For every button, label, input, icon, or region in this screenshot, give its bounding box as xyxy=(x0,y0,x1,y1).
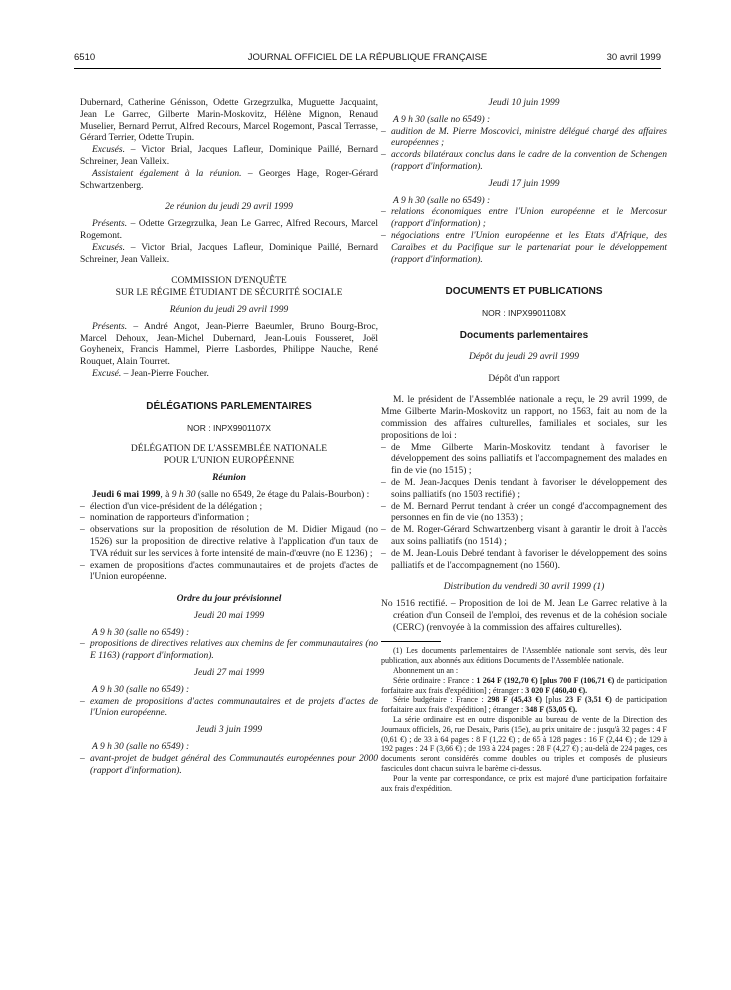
presents3-text: – André Angot, Jean-Pierre Baeumler, Bruno Bourg-Broc, Marcel Dehoux, Jean-Michel Dubernard, Jean-Louis Fousseret, Joël Goyheneix, Francis Hammel, Pierre Lasbordes, Philippe Nauche, René Rouquet, Alain Tourret. xyxy=(80,321,378,368)
session-item: – audition de M. Pierre Moscovici, ministre délégué chargé des affaires européennes ; xyxy=(381,127,667,151)
agenda-item: – élection d'un vice-président de la délégation ; xyxy=(80,502,378,514)
footnote-serie-vente: La série ordinaire est en outre disponible au bureau de vente de la Direction des Journaux officiels, 26, rue Desaix, Paris (15e), au prix unitaire de : jusqu'à 32 pages : 4 F (0,61 €) ; de 33 à 64 pages : 8 F (1,22 €) ; de 65 à 128 pages : 16 F (2,44 €) ; de 129 à 192 pages : 24 F (3,66 €) ; de 193 à 224 pages : 28 F (4,27 €) ; au-delà de 224 pages, ces documents seront considérés comme doubles ou triples et composés de plusieurs fascicules dont chacun suivra le barème ci-dessus. xyxy=(381,715,667,774)
excuse3-text: – Jean-Pierre Foucher. xyxy=(121,368,209,379)
assistaient-paragraph xyxy=(80,169,378,193)
journal-title: JOURNAL OFFICIEL DE LA RÉPUBLIQUE FRANÇAISE xyxy=(247,52,488,63)
reunion2-title: 2e réunion du jeudi 29 avril 1999 xyxy=(165,202,293,213)
session-items xyxy=(381,127,667,174)
reunion3-title: Réunion du jeudi 29 avril 1999 xyxy=(169,304,289,315)
agenda-item: – observations sur la proposition de résolution de M. Didier Migaud (no 1526) sur la proposition de directive relative à l'application d'un taux de TVA réduit sur les services à forte intensité de main-d'œuvre (no E 1236) ; xyxy=(80,525,378,560)
footnote-price: 3 020 F (460,40 €). xyxy=(525,685,588,695)
excuse3-paragraph xyxy=(80,369,378,381)
session-items xyxy=(381,207,667,266)
session-date: Jeudi 10 juin 1999 xyxy=(488,98,560,108)
agenda-list xyxy=(80,502,378,585)
footnote-price: 23 F (3,51 €) xyxy=(565,695,612,705)
footnote-price: 348 F (53,05 €). xyxy=(525,705,578,715)
session-time: A 9 h 30 (salle no 6549) : xyxy=(92,684,190,695)
footnote-text: de participation forfaitaire aux frais d'expédition] ; étranger : xyxy=(381,675,667,695)
agenda-item: – examen de propositions d'actes communautaires et de projets d'actes de l'Union européenne. xyxy=(80,561,378,585)
commission-title-line1: COMMISSION D'ENQUÊTE xyxy=(171,276,287,287)
footnote-serie-budgetaire xyxy=(381,695,667,715)
footnote-text: Série budgétaire : France : xyxy=(393,695,488,705)
footnote xyxy=(381,646,667,793)
session-item: – négociations entre l'Union européenne et les Etats d'Afrique, des Caraïbes et du Pacifique sur le partenariat pour le développement (rapport d'information). xyxy=(381,231,667,266)
header-date: 30 avril 1999 xyxy=(606,52,661,63)
footnote-correspondance: Pour la vente par correspondance, ce prix est majoré d'une participation forfaitaire aux frais d'expédition. xyxy=(381,773,667,793)
ordre-du-jour-title: Ordre du jour prévisionnel xyxy=(176,594,282,605)
meeting-location: (salle no 6549, 2e étage du Palais-Bourbon) : xyxy=(195,489,370,500)
session-date: Jeudi 27 mai 1999 xyxy=(193,668,265,679)
meeting-time: 9 h 30 xyxy=(171,489,196,500)
session-time: A 9 h 30 (salle no 6549) : xyxy=(92,742,190,753)
footnote-text: Série ordinaire : France : xyxy=(393,675,477,685)
footnote-price: 1 264 F (192,70 €) [plus 700 F (106,71 €) xyxy=(476,675,615,685)
presents2-paragraph xyxy=(80,219,378,243)
meeting-announcement: Jeudi 6 mai 1999, à 9 h 30 (salle no 6549, 2e étage du Palais-Bourbon) : xyxy=(92,489,370,500)
proposition-item: – de M. Roger-Gérard Schwartzenberg visant à garantir le droit à l'accès aux soins palliatifs (no 1514) ; xyxy=(381,525,667,549)
meeting-date: Jeudi 6 mai 1999 xyxy=(92,489,161,500)
excuses-paragraph xyxy=(80,145,378,169)
session-items xyxy=(80,754,378,778)
footnote-divider xyxy=(381,641,441,642)
session-time: A 9 h 30 (salle no 6549) : xyxy=(393,114,491,125)
footnote-abonnement: Abonnement un an : xyxy=(393,666,459,676)
session-item: – examen de propositions d'actes communautaires et de projets d'actes de l'Union européenne. xyxy=(80,697,378,721)
left-column xyxy=(80,98,378,777)
agenda-item: – nomination de rapporteurs d'information ; xyxy=(80,513,378,525)
excuses-text: – Victor Brial, Jacques Lafleur, Dominique Paillé, Bernard Schreiner, Jean Valleix. xyxy=(80,145,378,167)
excuse3-label: Excusé. xyxy=(92,368,122,379)
proposition-item: – de M. Jean-Jacques Denis tendant à favoriser le développement des soins palliatifs (no 1503 rectifié) ; xyxy=(381,478,667,502)
page-number: 6510 xyxy=(74,52,96,63)
session-time: A 9 h 30 (salle no 6549) : xyxy=(92,627,190,638)
rapport-text: M. le président de l'Assemblée nationale a reçu, le 29 avril 1999, de Mme Gilberte Marin-Moskovitz un rapport, no 1563, fait au nom de la commission des affaires culturelles, familiales et sociales, sur les propositions de loi : xyxy=(381,395,667,441)
depot-rapport: Dépôt d'un rapport xyxy=(488,373,560,384)
presents3-label: Présents. xyxy=(92,321,128,332)
delegations-title: DÉLÉGATIONS PARLEMENTAIRES xyxy=(146,400,312,412)
reunion-label: Réunion xyxy=(212,472,246,483)
propositions-list xyxy=(381,443,667,573)
attendance-list: Dubernard, Catherine Génisson, Odette Grzegrzulka, Muguette Jacquaint, Jean Le Garrec, Gilberte Marin-Moskovitz, Hélène Mignon, Renaud Muselier, Bernard Perrut, Alfred Recours, Marcel Rogemont, Pascal Terrasse, Gérard Terrier, Odette Trupin. xyxy=(80,98,378,144)
excuses2-text: – Victor Brial, Jacques Lafleur, Dominique Paillé, Bernard Schreiner, Jean Valleix. xyxy=(80,242,378,265)
session-items xyxy=(80,697,378,721)
delegation-title-line1: DÉLÉGATION DE L'ASSEMBLÉE NATIONALE xyxy=(130,444,328,455)
session-item: – accords bilatéraux conclus dans le cadre de la convention de Schengen (rapport d'information). xyxy=(381,150,667,174)
assistaient-label: Assistaient également à la réunion. xyxy=(92,168,242,179)
proposition-item: – de M. Jean-Louis Debré tendant à favoriser le développement des soins palliatifs et de l'accompagnement (no 1560). xyxy=(381,549,667,573)
nor-code: NOR : INPX9901108X xyxy=(482,308,566,319)
session-item: – propositions de directives relatives aux chemins de fer communautaires (no E 1163) (rapport d'information). xyxy=(80,639,378,663)
depot-date: Dépôt du jeudi 29 avril 1999 xyxy=(468,351,580,362)
session-time: A 9 h 30 (salle no 6549) : xyxy=(393,195,491,206)
session-date: Jeudi 3 juin 1999 xyxy=(195,725,263,736)
distribution-text: – Proposition de loi de M. Jean Le Garrec relative à la création d'un Conseil de l'emploi, des revenus et de la cohésion sociale (CERC) (renvoyée à la commission des affaires culturelles). xyxy=(393,599,667,633)
footnote-text: de participation forfaitaire aux frais d'expédition] ; étranger : xyxy=(381,695,667,715)
header-divider xyxy=(74,68,661,69)
assistaient-text: – Georges Hage, Roger-Gérard Schwartzenberg. xyxy=(80,168,378,191)
distribution-number: No 1516 rectifié. xyxy=(381,599,448,610)
proposition-item: – de Mme Gilberte Marin-Moskovitz tendant à favoriser le développement des soins palliatifs et l'accompagnement des malades en fin de vie (no 1515) ; xyxy=(381,443,667,478)
session-date: Jeudi 20 mai 1999 xyxy=(193,610,265,621)
commission-title-line2: SUR LE RÉGIME ÉTUDIANT DE SÉCURITÉ SOCIALE xyxy=(115,288,343,299)
session-item: – relations économiques entre l'Union européenne et le Mercosur (rapport d'information) ; xyxy=(381,207,667,231)
excuses2-paragraph xyxy=(80,243,378,267)
presents3-paragraph xyxy=(80,322,378,369)
footnote-serie-ordinaire xyxy=(381,676,667,696)
right-column xyxy=(381,98,667,793)
footnote-text: [plus xyxy=(542,695,566,705)
excuses-label: Excusés. xyxy=(92,145,125,156)
delegation-title-line2: POUR L'UNION EUROPÉENNE xyxy=(163,456,295,467)
excuses2-label: Excusés. xyxy=(92,242,125,253)
distribution-title: Distribution du vendredi 30 avril 1999 (1) xyxy=(443,582,605,593)
footnote-intro: (1) Les documents parlementaires de l'Assemblée nationale sont servis, dès leur publication, aux abonnés aux éditions Documents de l'Assemblée nationale. xyxy=(381,646,667,666)
session-item: – avant-projet de budget général des Communautés européennes pour 2000 (rapport d'information). xyxy=(80,754,378,778)
presents2-label: Présents. xyxy=(92,219,128,230)
footnote-price: 298 F (45,43 €) xyxy=(487,695,542,705)
presents2-text: – Odette Grzegrzulka, Jean Le Garrec, Alfred Recours, Marcel Rogemont. xyxy=(80,219,378,241)
distribution-entry xyxy=(381,599,667,634)
session-date: Jeudi 17 juin 1999 xyxy=(488,178,560,189)
nor-code: NOR : INPX9901107X xyxy=(187,422,271,433)
page-header xyxy=(74,52,661,66)
session-items xyxy=(80,639,378,663)
proposition-item: – de M. Bernard Perrut tendant à créer un congé d'accompagnement des personnes en fin de vie (no 1353) ; xyxy=(381,502,667,526)
documents-title: DOCUMENTS ET PUBLICATIONS xyxy=(445,286,603,298)
documents-parlementaires-title: Documents parlementaires xyxy=(459,329,589,341)
